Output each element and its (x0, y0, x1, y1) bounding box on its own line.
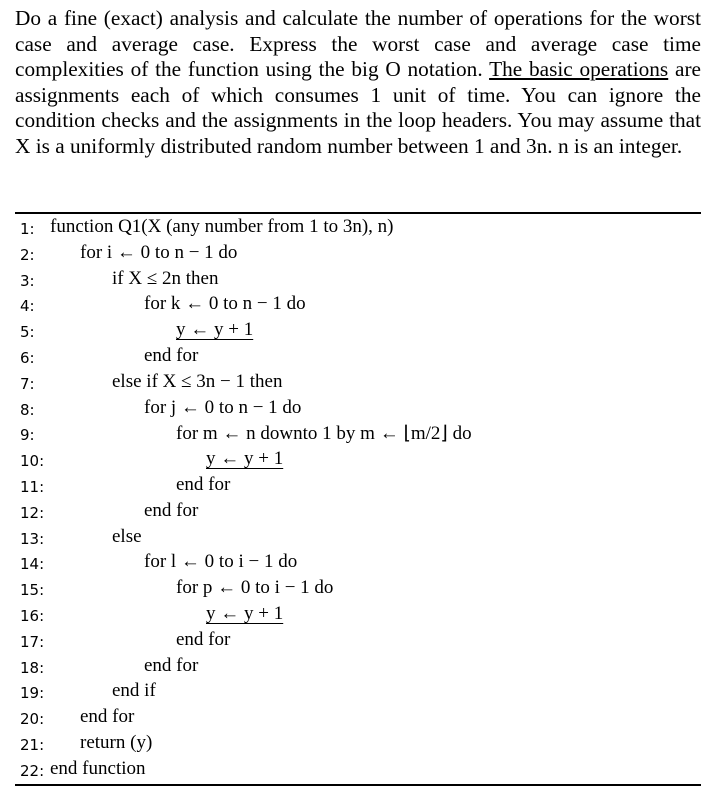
algorithm-line (20, 629, 700, 655)
line-number: 16: (20, 607, 45, 625)
problem-line-7: an integer. (593, 133, 683, 158)
algorithm-line (20, 526, 700, 552)
algorithm-line (20, 319, 700, 345)
algorithm-line (20, 758, 700, 784)
line-number: 7: (20, 374, 35, 393)
algorithm-line (20, 371, 700, 397)
line-code: else if X ≤ 3n − 1 then (112, 370, 283, 392)
algorithm-line (20, 603, 700, 629)
line-code: for m ← n downto 1 by m ← ⌊m/2⌋ do (176, 423, 472, 445)
line-code: y ← y + 1 (206, 448, 284, 470)
algorithm-line (20, 397, 700, 423)
line-number: 22: (20, 761, 45, 780)
line-number: 13: (20, 529, 45, 548)
line-code: end for (176, 628, 231, 650)
problem-statement (15, 6, 701, 160)
line-number: 15: (20, 581, 45, 600)
problem-line-3: complexities of the function using the big O notation. (15, 57, 483, 82)
problem-line-4: are assignments each of which consumes 1 unit of time. You can ignore the (15, 57, 701, 107)
line-number: 18: (20, 658, 45, 677)
line-number: 4: (20, 297, 35, 316)
line-code: for j ← 0 to n − 1 do (144, 396, 302, 418)
algorithm-line (20, 216, 700, 242)
algorithm-line (20, 732, 700, 758)
line-code: end for (80, 706, 135, 728)
algorithm-line (20, 706, 700, 732)
algorithm-top-rule (15, 212, 701, 214)
line-number: 5: (20, 323, 35, 342)
algorithm-line (20, 268, 700, 294)
algorithm-line (20, 448, 700, 474)
algorithm-bottom-rule (15, 784, 701, 786)
algorithm-line (20, 474, 700, 500)
algorithm-line (20, 242, 700, 268)
line-code: return (y) (80, 732, 153, 753)
algorithm-line (20, 293, 700, 319)
line-number: 20: (20, 710, 45, 729)
line-code: for k ← 0 to n − 1 do (144, 293, 306, 315)
basic-operations-underlined: The basic operations (489, 57, 669, 82)
line-code: end for (144, 499, 199, 521)
problem-line-1: Do a fine (exact) analysis and calculate the number of operations for the (15, 6, 647, 30)
line-code: else (112, 525, 142, 547)
line-code: end if (112, 680, 156, 702)
problem-line-2: worst case and average case. Express the worst case and average case time (15, 6, 701, 56)
line-code: y ← y + 1 (206, 603, 284, 624)
line-number: 1: (20, 220, 35, 238)
line-number: 9: (20, 426, 35, 445)
line-number: 12: (20, 503, 45, 522)
algorithm-line (20, 500, 700, 526)
line-code: y ← y + 1 (176, 319, 254, 341)
algorithm-line (20, 345, 700, 371)
line-number: 14: (20, 555, 45, 574)
line-code: for l ← 0 to i − 1 do (144, 551, 298, 573)
algorithm-line (20, 577, 700, 603)
line-code: for i ← 0 to n − 1 do (80, 241, 238, 263)
line-number: 3: (20, 271, 35, 290)
algorithm-line (20, 422, 700, 448)
line-code: end function (50, 757, 146, 779)
line-number: 11: (20, 478, 45, 496)
line-code: if X ≤ 2n then (112, 267, 219, 289)
line-number: 17: (20, 632, 45, 651)
line-number: 2: (20, 245, 35, 264)
algorithm-line (20, 680, 700, 706)
line-number: 10: (20, 452, 45, 471)
algorithm-line (20, 655, 700, 681)
line-code: function Q1(X (any number from 1 to 3n), n) (50, 216, 394, 237)
line-code: end for (144, 345, 199, 366)
problem-line-5: condition checks and the assignments in the loop headers. You may assume (15, 108, 664, 133)
line-number: 19: (20, 684, 45, 703)
line-number: 21: (20, 736, 45, 754)
problem-line-6: that X is a uniformly distributed random number between 1 and 3n. n is (15, 108, 701, 158)
line-number: 8: (20, 400, 35, 419)
algorithm-line (20, 551, 700, 577)
line-code: end for (176, 474, 231, 495)
line-number: 6: (20, 349, 35, 367)
line-code: for p ← 0 to i − 1 do (176, 577, 334, 599)
line-code: end for (144, 654, 199, 676)
